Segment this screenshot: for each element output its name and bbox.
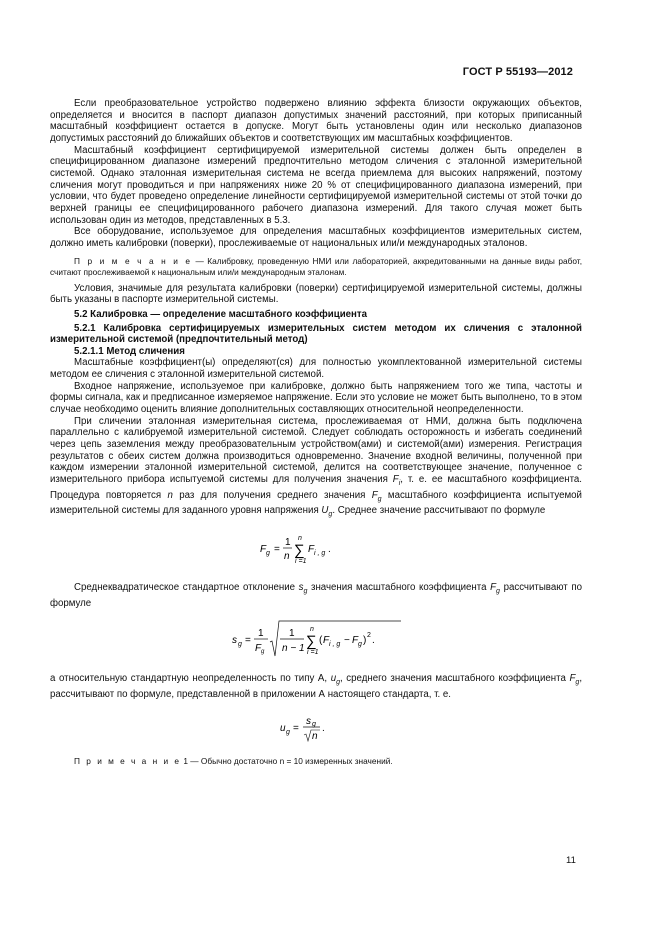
paragraph: Если преобразовательное устройство подвержено влиянию эффекта близости окружающих объектов, определяется и вносится в паспорт диапазон допустимых значений расстояний, при которых приписанный масштабный коэффициент остается в допуске. Могут быть установлены один или несколько диапазонов допустимых расстояний до ближайших объектов и соответствующих им масштабных коэффициентов. bbox=[50, 98, 582, 144]
svg-text:F: F bbox=[260, 543, 267, 555]
svg-text:i =1: i =1 bbox=[295, 557, 307, 565]
page-content bbox=[50, 98, 582, 772]
note bbox=[50, 256, 582, 278]
note-text: 1 — Обычно достаточно n = 10 измеренных значений. bbox=[181, 756, 393, 767]
svg-text:g: g bbox=[261, 648, 265, 655]
svg-text:g: g bbox=[286, 728, 290, 736]
svg-text:2: 2 bbox=[367, 631, 371, 639]
svg-text:=: = bbox=[245, 634, 251, 646]
svg-text:s: s bbox=[306, 715, 311, 727]
note bbox=[50, 756, 582, 767]
svg-text:g: g bbox=[358, 640, 362, 648]
svg-text:1: 1 bbox=[285, 536, 291, 548]
svg-text:=: = bbox=[293, 722, 299, 734]
subsubsection-heading: 5.2.1.1 Метод сличения bbox=[74, 345, 185, 357]
paragraph: Масштабный коэффициент сертифицируемой измерительной системы должен быть определен в специфицированном диапазоне измерений предпочтительно методом сличения с эталонной измерительной системой. Однако эталонная измерительная система не всегда приемлема для высоких напряжений, поэтому сличения могут проводиться и при напряжениях ниже 20 % от специфицированного диапазона измерений, при условии, что будет проведено определение линейности сертифицируемой измерительной системы от этой точки до верхней границы ее специфицированного рабочего диапазона измерений. Для такого случая может быть использован один из методов, представленных в 5.3. bbox=[50, 144, 582, 226]
paragraph: а относительную стандартную неопределенность по типу А, $u_g$, среднего значения масштабного коэффициента $F_g$, рассчитывают по формуле, представленной в приложении А настоящего стандарта, т. е. bbox=[50, 673, 583, 700]
svg-text:.: . bbox=[328, 543, 331, 555]
note-label: П р и м е ч а н и е bbox=[74, 255, 192, 266]
svg-text:i , g: i , g bbox=[329, 640, 341, 648]
paragraph: Среднеквадратическое стандартное отклонение $s_g$ значения масштабного коэффициента $F_g$ рассчитывают по формуле bbox=[50, 582, 582, 610]
svg-text:1: 1 bbox=[258, 627, 264, 639]
svg-text:.: . bbox=[322, 722, 325, 734]
svg-text:F: F bbox=[255, 642, 262, 654]
svg-text:n: n bbox=[310, 625, 314, 633]
formula-uncertainty bbox=[50, 711, 582, 749]
svg-text:F: F bbox=[352, 634, 359, 646]
svg-text:F: F bbox=[323, 634, 330, 646]
svg-text:n: n bbox=[298, 534, 302, 542]
svg-text:s: s bbox=[232, 634, 237, 646]
svg-text:n: n bbox=[284, 550, 290, 562]
svg-text:∑: ∑ bbox=[294, 541, 305, 559]
note-label: П р и м е ч а н и е bbox=[74, 756, 182, 767]
paragraph: Условия, значимые для результата калибровки (поверки) сертифицируемой измерительной системы, должны быть указаны в паспорте измерительной системы. bbox=[50, 282, 582, 306]
svg-text:u: u bbox=[280, 722, 286, 734]
svg-text:g: g bbox=[238, 640, 242, 648]
formula-stddev bbox=[50, 618, 582, 666]
svg-text:i =1: i =1 bbox=[307, 648, 319, 656]
svg-text:=: = bbox=[274, 543, 280, 555]
svg-text:(: ( bbox=[319, 634, 323, 646]
svg-text:g: g bbox=[312, 720, 316, 728]
svg-text:g: g bbox=[266, 549, 270, 557]
svg-text:i , g: i , g bbox=[314, 549, 326, 557]
svg-text:F: F bbox=[308, 543, 315, 555]
formula-mean bbox=[50, 531, 582, 571]
svg-text:1: 1 bbox=[289, 627, 295, 639]
svg-text:): ) bbox=[363, 634, 367, 646]
paragraph: При сличении эталонная измерительная система, прослеживаемая от НМИ, должна быть подключена параллельно с калибруемой измерительной системой. Следует соблюдать осторожность и избегать соединений через цепь заземления между преобразовательным устройством(ами) и системой(ами) измерения. Регистрация результатов с обеих систем должна производиться одновременно. Значение входной величины, полученной при каждом измерении эталонной измерительной системой, делится на соответствующее значение, полученное с измерительного прибора испытуемой системы для получения значения $F_i$, т. е. ее масштабного коэффициента. Процедура повторяется n раз для получения среднего значения $F_g$ масштабного коэффициента испытуемой измерительной системы для заданного уровня напряжения $U_g$. Среднее значение рассчитывают по формуле bbox=[50, 415, 582, 519]
svg-text:n − 1: n − 1 bbox=[282, 642, 305, 654]
svg-text:−: − bbox=[344, 634, 350, 646]
subsection-heading: 5.2.1 Калибровка сертифицируемых измерительных систем методом их сличения с эталонной измерительной системой (предпочтительный метод) bbox=[50, 322, 582, 346]
paragraph: Масштабные коэффициент(ы) определяют(ся) для полностью укомплектованной измерительной системы методом ее сличения с эталонной измерительной системой. bbox=[50, 357, 582, 381]
section-heading: 5.2 Калибровка — определение масштабного коэффициента bbox=[74, 308, 368, 320]
svg-text:.: . bbox=[372, 634, 375, 646]
standard-header: ГОСТ Р 55193—2012 bbox=[462, 66, 573, 78]
page-number: 11 bbox=[566, 855, 576, 866]
svg-text:∑: ∑ bbox=[306, 632, 317, 650]
paragraph: Все оборудование, используемое для определения масштабных коэффициентов измерительных систем, должно иметь калибровки (поверки), прослеживаемые от национальных или/и международных эталонов. bbox=[50, 226, 582, 249]
svg-text:n: n bbox=[312, 730, 318, 742]
paragraph: Входное напряжение, используемое при калибровке, должно быть напряжением того же типа, частоты и формы сигнала, как и предписанное измеряемое напряжение. Если это условие не может быть выполнено, то в этом случае необходимо оценить влияние дополнительных составляющих относительной неопределенности. bbox=[50, 380, 582, 416]
note-text: — Калибровку, проведенную НМИ или лабораторией, аккредитованными на данные виды работ, считают прослеживаемой к национальным или/и международным эталонам. bbox=[50, 255, 582, 277]
